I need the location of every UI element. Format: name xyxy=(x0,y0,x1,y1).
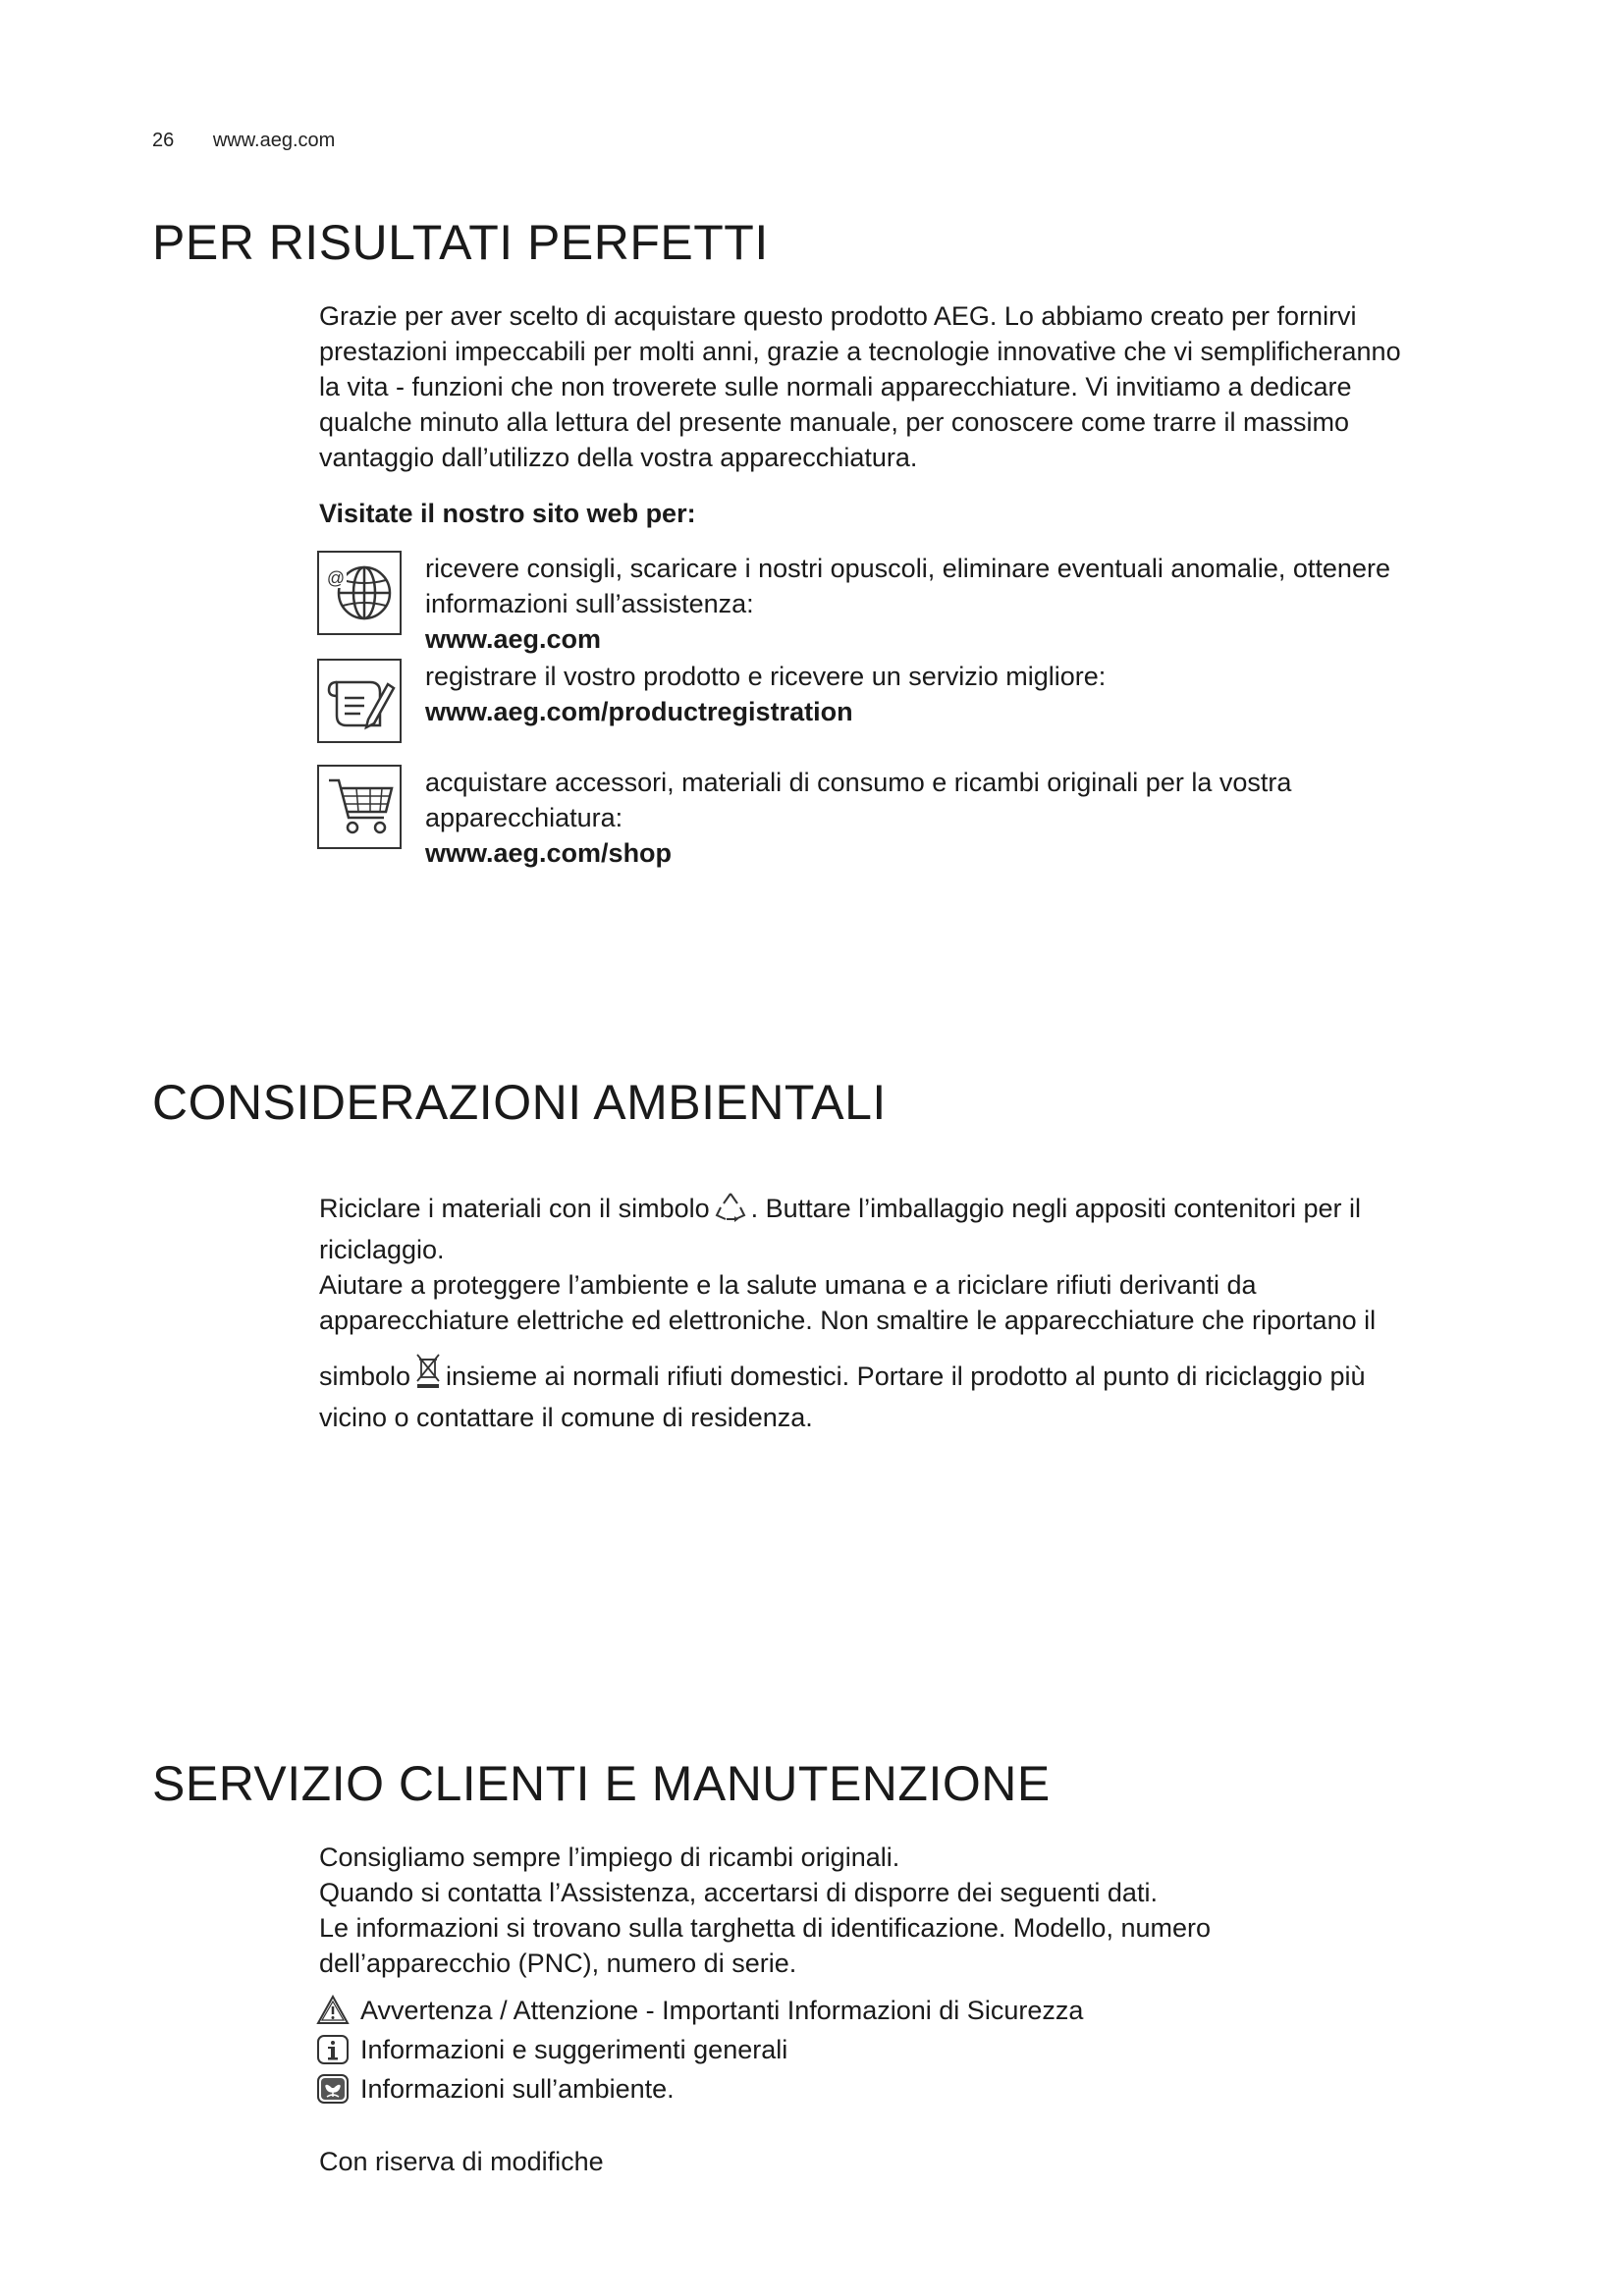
legend-info xyxy=(315,2030,1523,2069)
env-text: simbolo xyxy=(319,1362,411,1391)
link-shop[interactable]: www.aeg.com/shop xyxy=(425,838,673,868)
legend-environment xyxy=(315,2069,1523,2109)
section-title-risultati: PER RISULTATI PERFETTI xyxy=(152,215,769,270)
service-line: Le informazioni si trovano sulla targhetta di identificazione. Modello, numero xyxy=(319,1913,1211,1943)
web-item-shop xyxy=(317,765,1554,871)
service-line: Quando si contatta l’Assistenza, accertarsi di disporre dei seguenti dati. xyxy=(319,1878,1158,1907)
section-title-ambientali: CONSIDERAZIONI AMBIENTALI xyxy=(152,1075,887,1130)
link-product-registration[interactable]: www.aeg.com/productregistration xyxy=(425,697,853,726)
service-line: dell’apparecchio (PNC), numero di serie. xyxy=(319,1949,797,1978)
crossed-bin-icon xyxy=(414,1352,442,1400)
globe-icon xyxy=(317,551,402,635)
registration-icon xyxy=(317,659,402,743)
environment-paragraph xyxy=(319,1190,1527,1435)
web-item-text xyxy=(425,659,1554,743)
web-item-text xyxy=(425,765,1554,871)
recycle-icon xyxy=(714,1190,747,1232)
env-text: . Buttare l’imballaggio negli appositi contenitori per il xyxy=(750,1194,1361,1223)
legend-text: Informazioni e suggerimenti generali xyxy=(360,2035,788,2064)
env-text: vicino o contattare il comune di residenza. xyxy=(319,1403,813,1432)
web-item-line: registrare il vostro prodotto e ricevere un servizio migliore: xyxy=(425,662,1107,691)
web-item-support xyxy=(317,551,1554,657)
env-text: Riciclare i materiali con il simbolo xyxy=(319,1194,710,1223)
service-line: Consigliamo sempre l’impiego di ricambi originali. xyxy=(319,1842,900,1872)
intro-line: Grazie per aver scelto di acquistare questo prodotto AEG. Lo abbiamo creato per fornirvi xyxy=(319,301,1357,331)
env-text: apparecchiature elettriche ed elettroniche. Non smaltire le apparecchiature che riportano il xyxy=(319,1306,1377,1335)
header-site[interactable]: www.aeg.com xyxy=(212,130,336,151)
environment-icon xyxy=(315,2072,351,2106)
env-text: insieme ai normali rifiuti domestici. Portare il prodotto al punto di riciclaggio più xyxy=(446,1362,1366,1391)
web-item-line: ricevere consigli, scaricare i nostri opuscoli, eliminare eventuali anomalie, ottenere xyxy=(425,554,1390,583)
symbol-legend xyxy=(315,1991,1523,2109)
shopping-cart-icon xyxy=(317,765,402,849)
section-title-servizio: SERVIZIO CLIENTI E MANUTENZIONE xyxy=(152,1756,1051,1811)
info-icon xyxy=(315,2033,351,2066)
env-text: Aiutare a proteggere l’ambiente e la salute umana e a riciclare rifiuti derivanti da xyxy=(319,1270,1257,1300)
link-aeg-com[interactable]: www.aeg.com xyxy=(425,624,602,654)
warning-icon xyxy=(315,1994,351,2027)
web-item-registration xyxy=(317,659,1554,743)
web-item-line: informazioni sull’assistenza: xyxy=(425,589,754,618)
intro-line: la vita - funzioni che non troverete sulle normali apparecchiature. Vi invitiamo a dedicare xyxy=(319,372,1352,401)
web-item-line: acquistare accessori, materiali di consumo e ricambi originali per la vostra xyxy=(425,768,1292,797)
intro-line: prestazioni impeccabili per molti anni, grazie a tecnologie innovative che vi semplificheranno xyxy=(319,337,1401,366)
env-text: riciclaggio. xyxy=(319,1235,445,1264)
intro-paragraph xyxy=(319,298,1527,475)
service-paragraph xyxy=(319,1840,1527,1981)
intro-line: qualche minuto alla lettura del presente manuale, per conoscere come trarre il massimo xyxy=(319,407,1350,437)
legend-text: Avvertenza / Attenzione - Importanti Informazioni di Sicurezza xyxy=(360,1996,1084,2025)
intro-line: vantaggio dall’utilizzo della vostra apparecchiatura. xyxy=(319,443,918,472)
footer-note: Con riserva di modifiche xyxy=(319,2147,604,2176)
visit-heading: Visitate il nostro sito web per: xyxy=(319,499,696,528)
svg-text:@: @ xyxy=(326,568,346,588)
web-item-line: apparecchiatura: xyxy=(425,803,623,832)
page-number: 26 xyxy=(152,130,175,151)
web-item-text xyxy=(425,551,1554,657)
page-header xyxy=(152,130,335,152)
legend-warning xyxy=(315,1991,1523,2030)
legend-text: Informazioni sull’ambiente. xyxy=(360,2074,675,2104)
